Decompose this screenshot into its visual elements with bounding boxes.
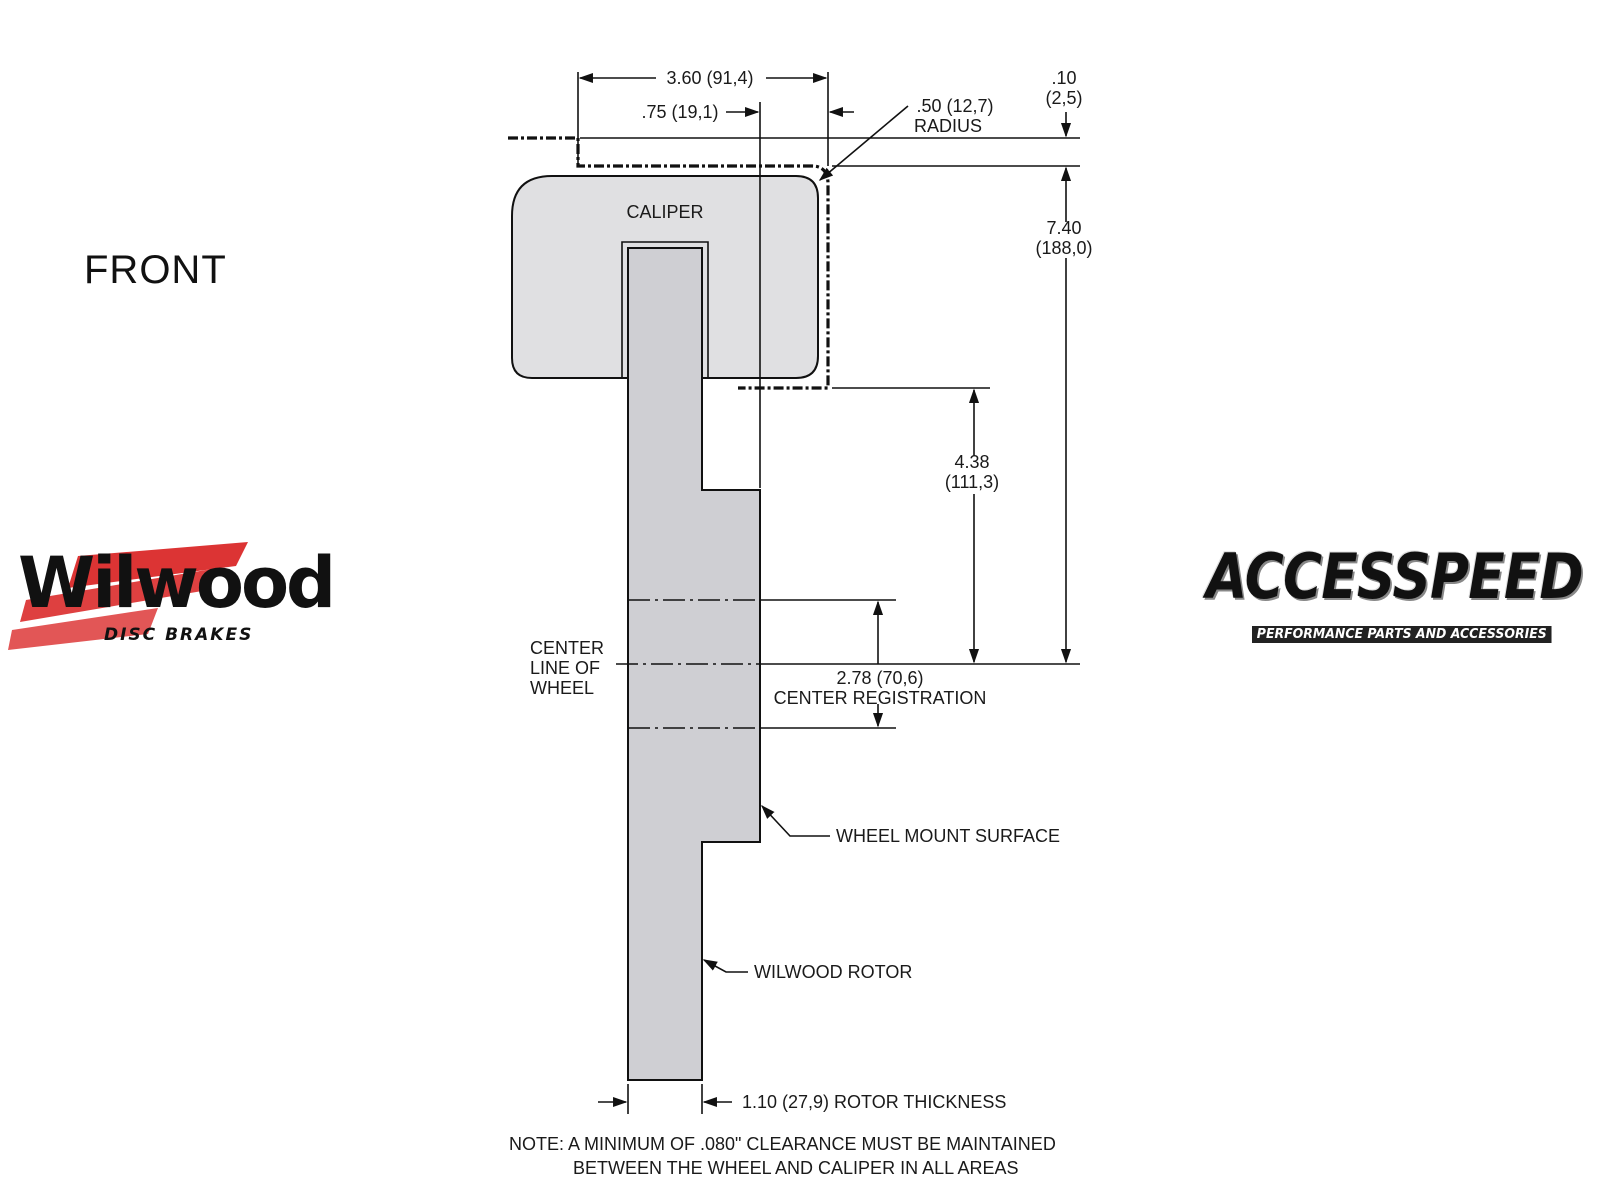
rotor-thickness-label: 1.10 (27,9) ROTOR THICKNESS bbox=[742, 1092, 1007, 1112]
rotor-label: WILWOOD ROTOR bbox=[754, 962, 913, 982]
dim-lower-height-1: 4.38 bbox=[954, 452, 990, 472]
dim-overall-height-2: (188,0) bbox=[1035, 238, 1093, 258]
dim-overall-height-1: 7.40 bbox=[1046, 218, 1082, 238]
dim-lower-height-2: (111,3) bbox=[944, 472, 1000, 492]
dim-top-clearance-1: .10 bbox=[1051, 68, 1077, 88]
dim-top-clearance-2: (2,5) bbox=[1045, 88, 1083, 108]
dim-radius-value: .50 (12,7) bbox=[916, 96, 994, 116]
dim-radius-leader bbox=[820, 106, 908, 180]
center-line-label-3: WHEEL bbox=[530, 678, 595, 698]
wheel-mount-label: WHEEL MOUNT SURFACE bbox=[836, 826, 1061, 846]
dim-offset-label: .75 (19,1) bbox=[641, 102, 719, 122]
dim-caliper-width-label: 3.60 (91,4) bbox=[666, 68, 754, 88]
caliper-label: CALIPER bbox=[626, 202, 704, 222]
note-line-1: NOTE: A MINIMUM OF .080" CLEARANCE MUST BE MAINTAINED bbox=[509, 1134, 1056, 1154]
note-line-2: BETWEEN THE WHEEL AND CALIPER IN ALL AREAS bbox=[573, 1158, 1019, 1178]
wilwood-logo-name: Wilwood bbox=[18, 542, 334, 624]
accesspeed-logo-subtitle: PERFORMANCE PARTS AND ACCESSORIES bbox=[1252, 626, 1552, 643]
wheel-mount-leader bbox=[762, 806, 830, 836]
center-line-label-1: CENTER bbox=[530, 638, 605, 658]
view-label: FRONT bbox=[84, 248, 227, 292]
center-line-label-2: LINE OF bbox=[530, 658, 601, 678]
dim-registration-1: 2.78 (70,6) bbox=[836, 668, 924, 688]
dim-radius-word: RADIUS bbox=[913, 116, 983, 136]
dim-registration-2: CENTER REGISTRATION bbox=[773, 688, 987, 708]
accesspeed-logo-name: ACCESSPEED bbox=[1206, 540, 1583, 613]
wilwood-logo-subtitle: DISC BRAKES bbox=[104, 625, 254, 645]
rotor-leader bbox=[704, 960, 748, 972]
